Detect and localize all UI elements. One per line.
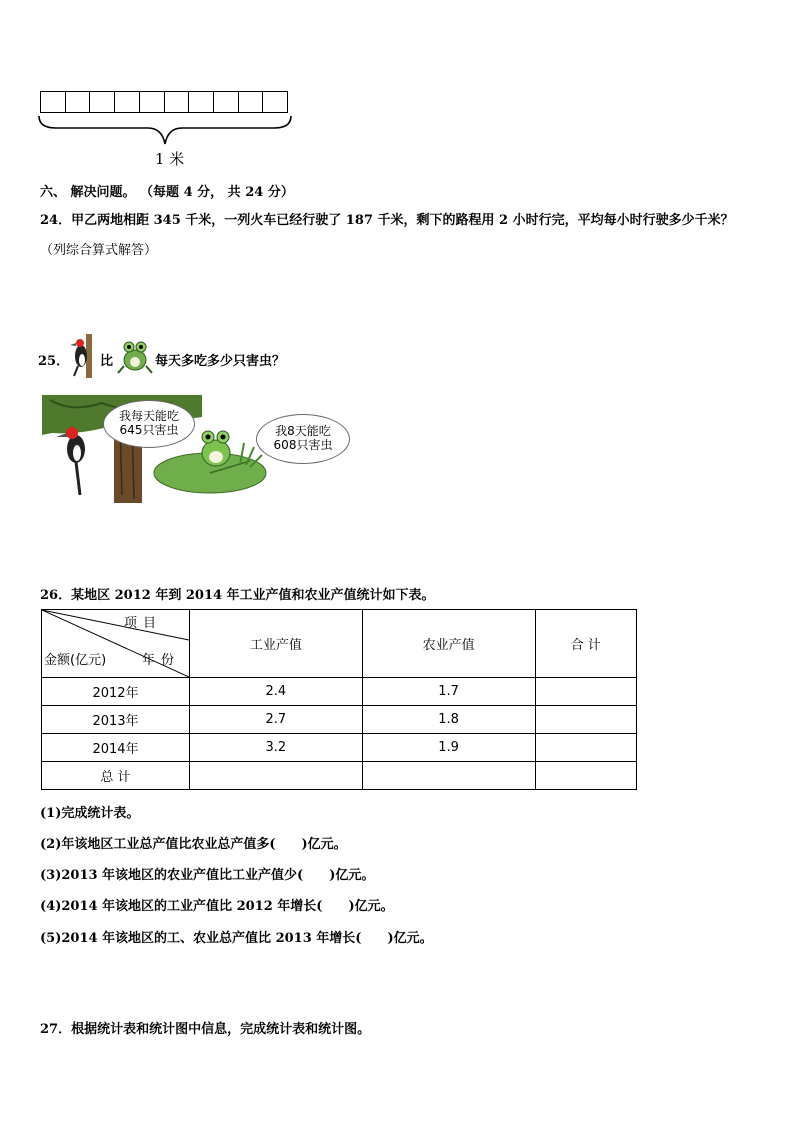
year-cell: 2013年 (42, 706, 190, 734)
industry-value-cell: 3.2 (190, 734, 363, 762)
table-row (42, 706, 637, 734)
diagonal-label-amount: 金额(亿元) (44, 653, 107, 668)
column-header: 农业产值 (362, 610, 535, 678)
table-header-row (42, 610, 637, 678)
subquestion: (3)2013 年该地区的农业产值比工业产值少( )亿元。 (40, 868, 375, 883)
industry-value-cell: 2.4 (190, 678, 363, 706)
woodpecker-icon (70, 334, 98, 378)
frog-speech-line: 608只害虫 (273, 438, 333, 452)
frog-speech-line: 我8天能吃 (275, 424, 331, 438)
ruler-cell (263, 92, 287, 112)
blank-cell (535, 762, 637, 790)
ruler-cell (115, 92, 140, 112)
ruler-cell (239, 92, 264, 112)
woodpecker-speech-line: 我每天能吃 (118, 409, 179, 423)
blank-cell (362, 762, 535, 790)
blank-cell (190, 762, 363, 790)
compare-word: 比 (100, 354, 114, 369)
table-row (42, 734, 637, 762)
woodpecker-speech-line: 645只害虫 (119, 423, 179, 437)
question-27: 27．根据统计表和统计图中信息，完成统计表和统计图。 (40, 1022, 371, 1037)
question-24-note: （列综合算式解答） (40, 243, 158, 258)
question-24: 24．甲乙两地相距 345 千米，一列火车已经行驶了 187 千米，剩下的路程用 2 小时行完，平均每小时行驶多少千米？ (40, 213, 734, 228)
subquestion: (5)2014 年该地区的工、农业总产值比 2013 年增长( )亿元。 (40, 931, 433, 946)
subquestion: (2)年该地区工业总产值比农业总产值多( )亿元。 (40, 837, 347, 852)
subquestion: (4)2014 年该地区的工业产值比 2012 年增长( )亿元。 (40, 899, 394, 914)
frog-speech-bubble (256, 414, 350, 464)
column-header: 工业产值 (190, 610, 363, 678)
year-cell: 2014年 (42, 734, 190, 762)
question-25-text: 每天多吃多少只害虫？ (155, 354, 286, 369)
ruler-cell (90, 92, 115, 112)
ruler-cell (214, 92, 239, 112)
total-blank-cell (535, 734, 637, 762)
total-blank-cell (535, 678, 637, 706)
agriculture-value-cell: 1.7 (362, 678, 535, 706)
agriculture-value-cell: 1.8 (362, 706, 535, 734)
table-row (42, 678, 637, 706)
table-total-row (42, 762, 637, 790)
question-26-intro: 26．某地区 2012 年到 2014 年工业产值和农业产值统计如下表。 (40, 588, 435, 603)
statistics-table (41, 609, 637, 790)
ruler-cell (140, 92, 165, 112)
diagonal-label-item: 项目 (124, 616, 163, 631)
frog-icon (117, 336, 153, 376)
section-heading: 六、 解决问题。 （每题 4 分， 共 24 分） (40, 185, 294, 200)
total-blank-cell (535, 706, 637, 734)
ruler-cell (165, 92, 190, 112)
frog-on-lilypad-illustration (150, 425, 270, 495)
total-row-label: 总 计 (42, 762, 190, 790)
ruler-cell (41, 92, 66, 112)
ruler-cell (66, 92, 91, 112)
subquestion: (1)完成统计表。 (40, 806, 140, 821)
ruler-label: 1 米 (155, 150, 185, 168)
column-header: 合 计 (535, 610, 637, 678)
agriculture-value-cell: 1.9 (362, 734, 535, 762)
year-cell: 2012年 (42, 678, 190, 706)
ruler-bar (40, 91, 288, 113)
diagonal-header-cell (42, 610, 190, 678)
question-25-number: 25． (38, 354, 70, 369)
ruler-cell (189, 92, 214, 112)
diagonal-label-year: 年份 (142, 653, 181, 668)
industry-value-cell: 2.7 (190, 706, 363, 734)
ruler-brace (36, 114, 294, 150)
